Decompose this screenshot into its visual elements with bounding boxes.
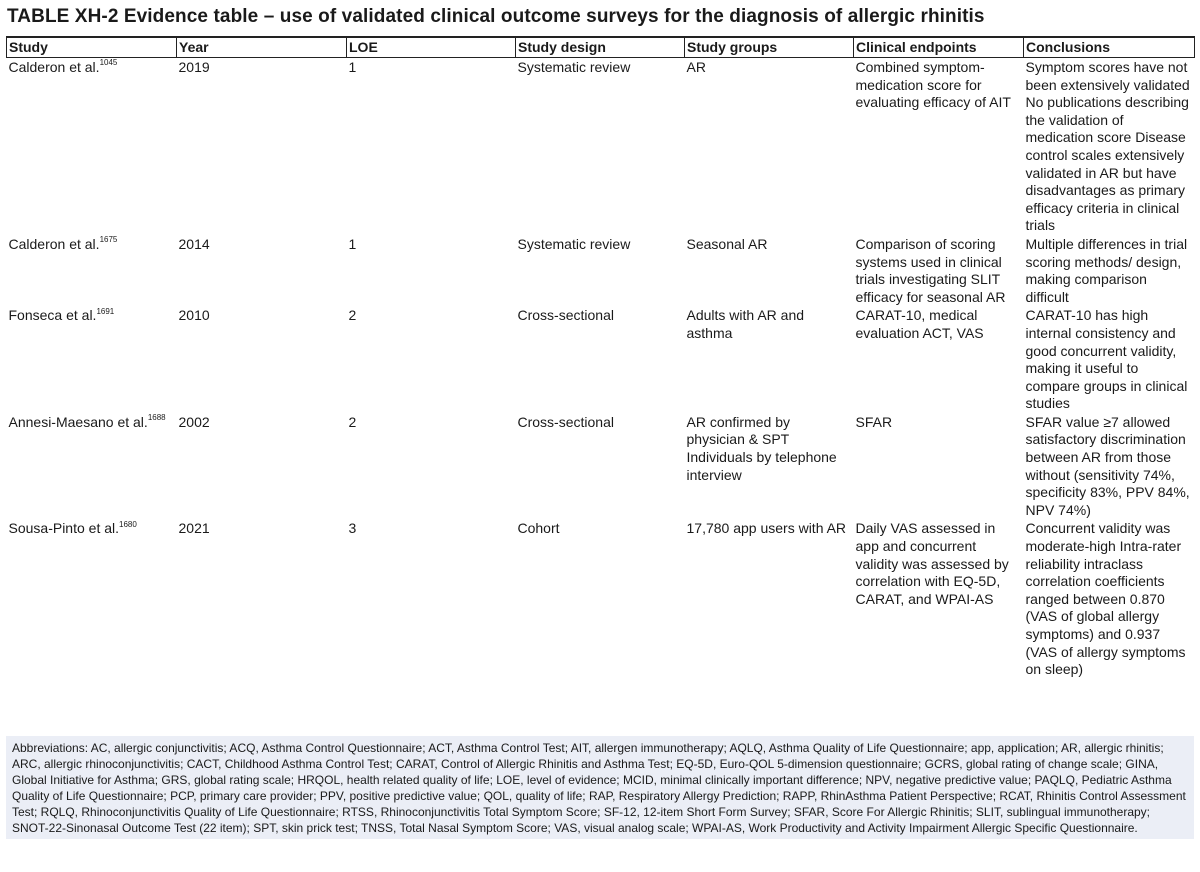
clinical-endpoints-cell: Comparison of scoring systems used in clinical trials investigating SLIT efficacy for seasonal AR [855, 235, 1006, 305]
year-cell: 2002 [178, 413, 210, 430]
evidence-table [6, 36, 1195, 679]
study-design-cell: Cross-sectional [517, 307, 614, 324]
column-header-clinical-endpoints: Clinical endpoints [854, 37, 1024, 58]
clinical-endpoints-cell: Combined symptom-medication score for evaluating efficacy of AIT [855, 59, 1011, 111]
column-header-study-design: Study design [516, 37, 685, 58]
reference-number: 1680 [119, 519, 137, 529]
clinical-endpoints-cell: SFAR [855, 413, 893, 430]
reference-number: 1688 [147, 413, 166, 423]
conclusions-cell: Symptom scores have not been extensively validated No publications describing the validation of medication score Disease control scales extensively validated in AR but have disadvantages as primary efficacy criteria in clinical trials [1025, 59, 1190, 234]
study-design-cell: Systematic review [517, 235, 631, 252]
table-row [7, 235, 1195, 306]
table-row [7, 58, 1195, 235]
reference-number: 1675 [99, 235, 118, 245]
table-row [7, 306, 1195, 413]
study-cell [7, 519, 177, 678]
conclusions-cell: SFAR value ≥7 allowed satisfactory discrimination between AR from those without (sensitivity 74%, specificity 83%, PPV 84%, NPV 74%) [1025, 413, 1190, 518]
header-row [7, 37, 1195, 58]
study-groups-cell: AR [686, 59, 706, 75]
study-name: Fonseca et al. [8, 307, 97, 324]
study-cell [7, 306, 177, 413]
study-groups-cell: AR confirmed by physician & SPT Individuals by telephone interview [686, 413, 837, 483]
reference-number: 1691 [96, 306, 115, 316]
study-groups-cell: Seasonal AR [686, 235, 768, 252]
year-cell: 2021 [178, 520, 210, 537]
study-cell [7, 235, 177, 306]
study-cell [7, 413, 177, 520]
year-cell: 2014 [178, 235, 210, 252]
loe-cell: 2 [348, 307, 357, 324]
loe-cell: 2 [348, 413, 357, 430]
table-title: TABLE XH-2 Evidence table – use of validated clinical outcome surveys for the diagnosis of allergic rhinitis [7, 6, 985, 27]
conclusions-cell: CARAT-10 has high internal consistency and good concurrent validity, making it useful to compare groups in clinical studies [1025, 307, 1188, 412]
study-name: Calderon et al. [8, 235, 100, 252]
column-header-conclusions: Conclusions [1024, 37, 1195, 58]
table-row [7, 519, 1195, 678]
conclusions-cell: Concurrent validity was moderate-high Intra-rater reliability intraclass correlation coefficients ranged between 0.870 (VAS of global allergy symptoms) and 0.937 (VAS of allergy symptoms on sleep) [1025, 520, 1186, 678]
study-design-cell: Cohort [517, 520, 560, 537]
column-header-loe: LOE [347, 37, 516, 58]
reference-number: 1045 [99, 58, 118, 68]
study-name: Annesi-Maesano et al. [8, 413, 148, 430]
study-design-cell: Systematic review [517, 59, 631, 75]
study-groups-cell: 17,780 app users with AR [686, 520, 847, 537]
loe-cell: 1 [348, 235, 357, 252]
study-name: Calderon et al. [8, 59, 100, 75]
clinical-endpoints-cell: Daily VAS assessed in app and concurrent validity was assessed by correlation with EQ-5D, CARAT, and WPAI-AS [855, 520, 1009, 607]
study-groups-cell: Adults with AR and asthma [686, 307, 805, 341]
study-design-cell: Cross-sectional [517, 413, 614, 430]
conclusions-cell: Multiple differences in trial scoring methods/ design, making comparison difficult [1025, 235, 1188, 305]
loe-cell: 3 [348, 520, 357, 537]
abbreviations-footnote: Abbreviations: AC, allergic conjunctivitis; ACQ, Asthma Control Questionnaire; ACT, Asthma Control Test; AIT, allergen immunotherapy; AQLQ, Asthma Quality of Life Questionnaire; app, application; AR, allergic rhinitis; ARC, allergic rhinoconjunctivitis; CACT, Childhood Asthma Control Test; CARAT, Control of Allergic Rhinitis and Asthma Test; EQ-5D, Euro-QOL 5-dimension questionnaire; GCRS, global rating of change scale; GINA, Global Initiative for Asthma; GRS, global rating scale; HRQOL, health related quality of life; LOE, level of evidence; MCID, minimal clinically important difference; NPV, negative predictive value; PAQLQ, Pediatric Asthma Quality of Life Questionnaire; PCP, primary care provider; PPV, positive predictive value; QOL, quality of life; RAP, Respiratory Allergy Prediction; RAPP, RhinAsthma Patient Perspective; RCAT, Rhinitis Control Assessment Test; RQLQ, Rhinoconjunctivitis Quality of Life Questionnaire; RTSS, Rhinoconjunctivitis Total Symptom Score; SF-12, 12-item Short Form Survey; SFAR, Score For Allergic Rhinitis; SLIT, sublingual immunotherapy; SNOT-22-Sinonasal Outcome Test (22 item); SPT, skin prick test; TNSS, Total Nasal Symptom Score; VAS, visual analog scale; WPAI-AS, Work Productivity and Activity Impairment Allergic Specific Questionnaire. [6, 736, 1194, 839]
table-row [7, 413, 1195, 520]
study-cell [7, 58, 177, 235]
clinical-endpoints-cell: CARAT-10, medical evaluation ACT, VAS [855, 307, 984, 341]
loe-cell: 1 [348, 59, 357, 75]
study-name: Sousa-Pinto et al. [8, 520, 120, 537]
column-header-study: Study [7, 37, 177, 58]
year-cell: 2019 [178, 59, 210, 75]
column-header-year: Year [177, 37, 347, 58]
year-cell: 2010 [178, 307, 210, 324]
column-header-study-groups: Study groups [685, 37, 854, 58]
